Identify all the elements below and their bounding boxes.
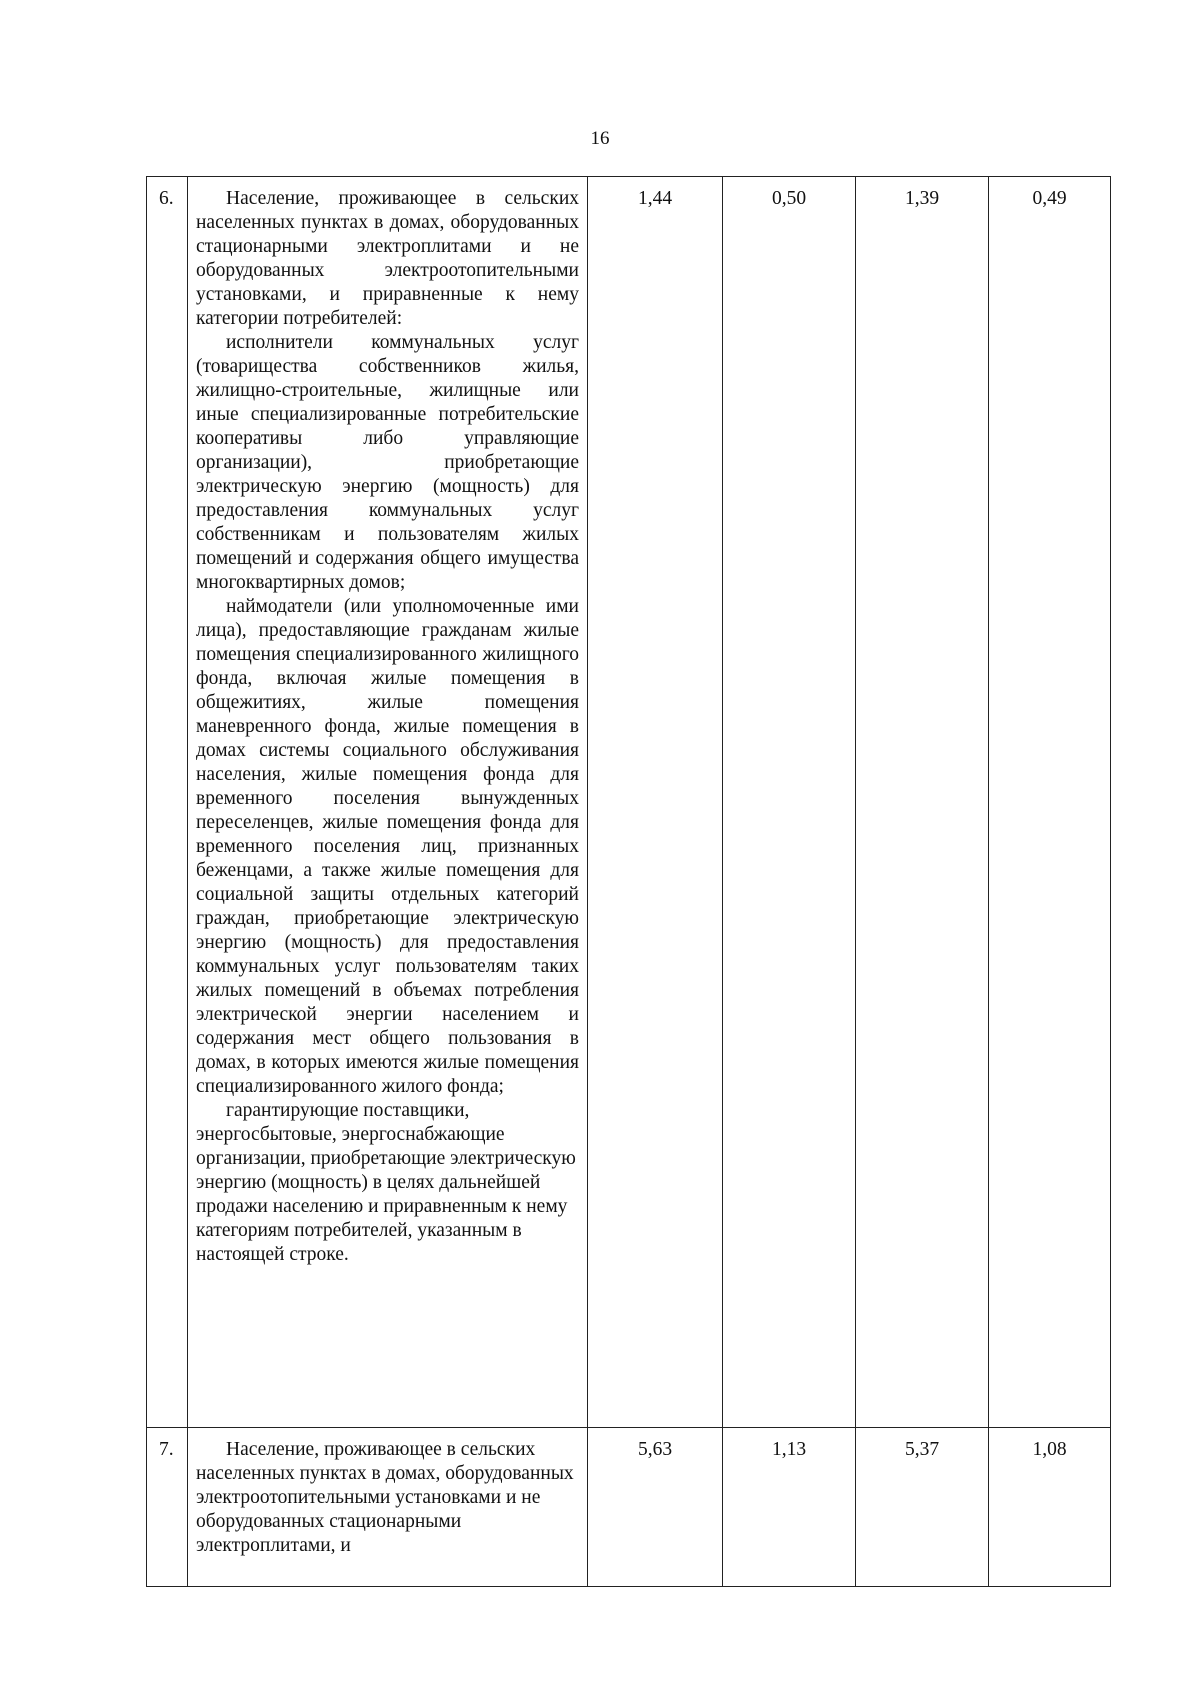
tariff-value: 0,50 bbox=[723, 177, 856, 1428]
description-paragraph: гарантирующие поставщики, энергосбытовые, энергоснабжающие организации, приобретающие электрическую энергию (мощность) в целях дальнейшей продажи населению и приравненным к нему категориям потребителей, указанным в настоящей строке. bbox=[196, 1100, 576, 1265]
description-paragraph: наймодатели (или уполномоченные ими лица), предоставляющие гражданам жилые помещения специализированного жилищного фонда, включая жилые помещения в общежитиях, жилые помещения маневренного фонда, жилые помещения в домах системы социального обслуживания населения, жилые помещения фонда для временного поселения вынужденных переселенцев, жилые помещения фонда для временного поселения лиц, признанных беженцами, а также жилые помещения для социальной защиты отдельных категорий граждан, приобретающие электрическую энергию (мощность) для предоставления коммунальных услуг пользователям таких жилых помещений в объемах потребления электрической энергии населением и содержания мест общего пользования в домах, в которых имеются жилые помещения специализированного жилого фонда; bbox=[196, 596, 579, 1097]
description-paragraph: исполнители коммунальных услуг (товарищества собственников жилья, жилищно-строительные, жилищные или иные специализированные потребительские кооперативы либо управляющие организации), приобретающие электрическую энергию (мощность) для предоставления коммунальных услуг собственникам и пользователям жилых помещений и содержания общего имущества многоквартирных домов; bbox=[196, 332, 579, 593]
tariff-value: 1,39 bbox=[856, 177, 989, 1428]
row-number: 6. bbox=[147, 177, 188, 1428]
page-number: 16 bbox=[590, 128, 610, 149]
tariff-value: 5,63 bbox=[588, 1428, 723, 1587]
tariff-value: 1,08 bbox=[989, 1428, 1111, 1587]
table-row bbox=[147, 1428, 1111, 1587]
tariff-value: 5,37 bbox=[856, 1428, 989, 1587]
row-number: 7. bbox=[147, 1428, 188, 1587]
row-description bbox=[188, 1428, 588, 1587]
row-description bbox=[188, 177, 588, 1428]
tariff-value: 0,49 bbox=[989, 177, 1111, 1428]
tariff-value: 1,44 bbox=[588, 177, 723, 1428]
tariff-table bbox=[146, 176, 1111, 1587]
description-paragraph: Население, проживающее в сельских населенных пунктах в домах, оборудованных стационарными электроплитами и не оборудованных электроотопительными установками, и приравненные к нему категории потребителей: bbox=[196, 188, 579, 329]
description-paragraph: Население, проживающее в сельских населенных пунктах в домах, оборудованных электроотопительными установками и не оборудованных стационарными электроплитами, и bbox=[196, 1439, 574, 1556]
tariff-value: 1,13 bbox=[723, 1428, 856, 1587]
table-row bbox=[147, 177, 1111, 1428]
